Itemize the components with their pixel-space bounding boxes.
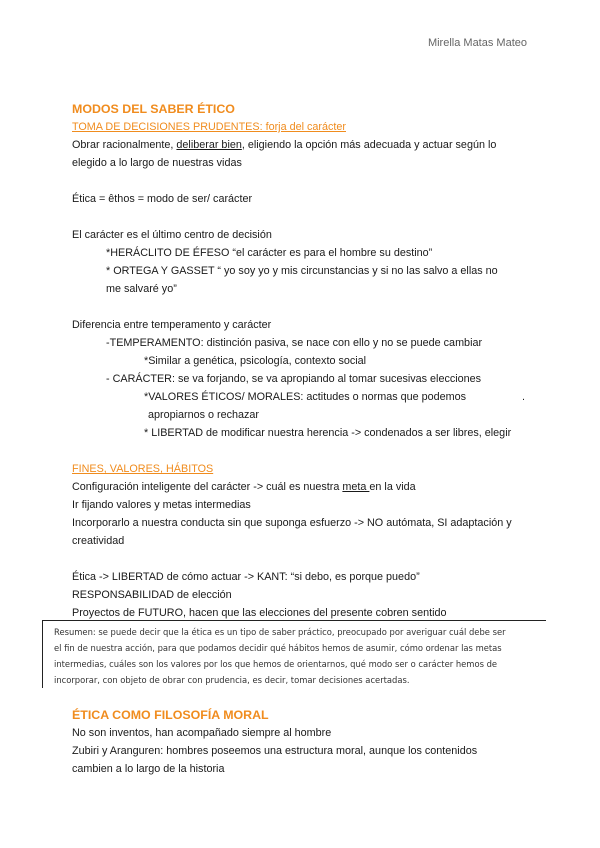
responsabilidad-line: RESPONSABILIDAD de elección bbox=[72, 589, 232, 601]
text-segment: , eligiendo la opción más adecuada y actuar según lo bbox=[241, 139, 497, 151]
libertad-item: * LIBERTAD de modificar nuestra herencia -> condenados a ser libres, elegir bbox=[144, 427, 512, 439]
similar-item: *Similar a genética, psicología, contexto social bbox=[144, 355, 367, 367]
text-segment: Configuración inteligente del carácter -> cuál es nuestra bbox=[72, 481, 343, 493]
fijando-line: Ir fijando valores y metas intermedias bbox=[72, 499, 251, 511]
resumen-line: incorporar, con objeto de obrar con prudencia, es decir, tomar decisiones acertadas. bbox=[54, 675, 410, 685]
section-etica-filosofia bbox=[72, 706, 532, 778]
text-segment: Obrar racionalmente, bbox=[72, 139, 177, 151]
filosofia-line3: cambien a lo largo de la historia bbox=[72, 763, 225, 775]
configuracion-line bbox=[72, 478, 532, 496]
resumen-line: el fin de nuestra acción, para que podamos decidir qué hábitos hemos de asumir, cómo ordenar las metas bbox=[54, 643, 502, 653]
temperamento-item: -TEMPERAMENTO: distinción pasiva, se nace con ello y no se puede cambiar bbox=[106, 337, 483, 349]
etica-libertad-line: Ética -> LIBERTAD de cómo actuar -> KANT: “si debo, es porque puedo” bbox=[72, 571, 420, 583]
filosofia-line1: No son inventos, han acompañado siempre al hombre bbox=[72, 727, 332, 739]
resumen-box bbox=[42, 620, 546, 688]
subtitle-fines: FINES, VALORES, HÁBITOS bbox=[72, 463, 214, 475]
incorporarlo-line2: creatividad bbox=[72, 535, 125, 547]
underlined-text: meta bbox=[342, 481, 370, 493]
section-title-modos: MODOS DEL SABER ÉTICO bbox=[72, 102, 235, 116]
quote-ortega-line2: me salvaré yo” bbox=[106, 283, 177, 295]
etica-definition: Ética = êthos = modo de ser/ carácter bbox=[72, 193, 253, 205]
text-segment: *VALORES ÉTICOS/ MORALES: actitudes o normas que podemos bbox=[144, 391, 467, 403]
proyectos-line: Proyectos de FUTURO, hacen que las elecciones del presente cobren sentido bbox=[72, 607, 447, 619]
resumen-line: Resumen: se puede decir que la ética es un tipo de saber práctico, preocupado por averiguar cuál debe ser bbox=[54, 627, 506, 637]
caracter-centro: El carácter es el último centro de decisión bbox=[72, 229, 272, 241]
author-name: Mirella Matas Mateo bbox=[427, 37, 527, 49]
subtitle-toma-decisiones: TOMA DE DECISIONES PRUDENTES: forja del carácter bbox=[72, 121, 346, 133]
caracter-item: - CARÁCTER: se va forjando, se va apropiando al tomar sucesivas elecciones bbox=[106, 373, 482, 385]
filosofia-line2: Zubiri y Aranguren: hombres poseemos una estructura moral, aunque los contenidos bbox=[72, 745, 478, 757]
valores-item bbox=[72, 388, 532, 406]
section-title-etica-filosofia: ÉTICA COMO FILOSOFÍA MORAL bbox=[72, 708, 269, 722]
resumen-line: intermedias, cuáles son los valores por los que hemos de orientarnos, qué modo ser o carácter hemos de bbox=[54, 659, 498, 669]
incorporarlo-line: Incorporarlo a nuestra conducta sin que suponga esfuerzo -> NO autómata, SI adaptación y bbox=[72, 517, 512, 529]
main-content bbox=[72, 100, 532, 622]
paragraph-obrar-line2: elegido a lo largo de nuestras vidas bbox=[72, 157, 242, 169]
valores-item-line2: apropiarnos o rechazar bbox=[148, 409, 260, 421]
text-segment: en la vida bbox=[369, 481, 416, 493]
underlined-text: deliberar bien bbox=[176, 139, 242, 151]
paragraph-obrar bbox=[72, 136, 532, 154]
diferencia-heading: Diferencia entre temperamento y carácter bbox=[72, 319, 272, 331]
quote-ortega: * ORTEGA Y GASSET “ yo soy yo y mis circunstancias y si no las salvo a ellas no bbox=[106, 265, 498, 277]
stray-dot: . bbox=[522, 391, 525, 403]
quote-heraclito: *HERÁCLITO DE ÉFESO “el carácter es para el hombre su destino” bbox=[106, 247, 433, 259]
